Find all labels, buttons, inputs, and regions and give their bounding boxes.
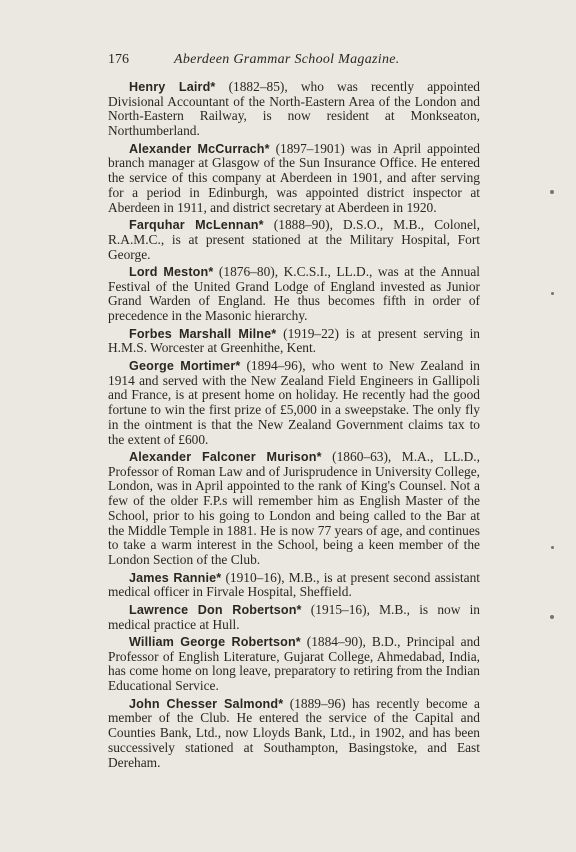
entry-name: Lord Meston* [129, 265, 214, 280]
entry-william-george-robertson [108, 635, 480, 694]
entry-name: William George Robertson* [129, 635, 301, 650]
entry-name: Henry Laird* [129, 80, 216, 94]
margin-speck [550, 615, 554, 619]
entry-alexander-falconer-murison [108, 450, 480, 568]
entry-farquhar-mclennan [108, 218, 480, 262]
entry-text: (1889–96) has recently become a member of the Club. He entered the service of the Capital and Counties Bank, Ltd., now Lloyds Bank, Ltd., in 1902, and has been successively stationed at Southampton, Basingstoke, and East Dereham. [108, 695, 481, 770]
margin-speck [551, 546, 554, 549]
entry-text: (1888–90), D.S.O., M.B., Colonel, R.A.M.C., is at present stationed at the Military Hospital, Fort George. [108, 217, 480, 262]
entry-henry-laird [108, 80, 480, 139]
alumni-notes [108, 80, 480, 773]
entry-name: James Rannie* [129, 570, 222, 585]
entry-name: George Mortimer* [129, 358, 241, 373]
entry-text: (1876–80), K.C.S.I., LL.D., was at the Annual Festival of the United Grand Lodge of England invested as Junior Grand Warden of England. He thus becomes fifth in order of precedence in the Masonic hierarchy. [108, 264, 480, 324]
entry-lawrence-don-robertson [108, 603, 480, 632]
entry-text: (1860–63), M.A., LL.D., Professor of Roman Law and of Jurisprudence in University College, London, was in April appointed to the rank of King's Counsel. Not a few of the older F.P.s will remember him as English Master of the School, prior to his going to London and being called to the Bar at the Middle Temple in 1881. He is now 77 years of age, and continues to take a warm interest in the School, being a keen member of the London Section of the Club. [108, 449, 480, 568]
journal-title: Aberdeen Grammar School Magazine. [174, 52, 400, 67]
entry-text: (1897–1901) was in April appointed branch manager at Glasgow of the Sun Insurance Office. He entered the service of this company at Aberdeen in 1901, and after serving for a period in Edinburgh, was appointed district inspector at Aberdeen in 1911, and district secretary at Aberdeen in 1920. [108, 140, 480, 215]
entry-john-chesser-salmond [108, 697, 480, 771]
entry-text: (1894–96), who went to New Zealand in 1914 and served with the New Zealand Field Engineers in Gallipoli and France, is at present home on holiday. He recently had the good fortune to win the first prize of £5,000 in a sweepstake. The only fly in the ointment is that the New Zealand Government claims tax to the extent of £600. [108, 357, 480, 447]
entry-forbes-marshall-milne [108, 327, 480, 356]
entry-text: (1919–22) is at present serving in H.M.S. Worcester at Greenhithe, Kent. [108, 325, 480, 356]
entry-text: (1882–85), who was recently appointed Divisional Accountant of the North-Eastern Area of the London and North-Eastern Railway, is now resident at Monkseaton, Northumberland. [108, 79, 481, 139]
margin-speck [551, 292, 554, 295]
entry-lord-meston [108, 265, 480, 324]
entry-text: (1884–90), B.D., Principal and Professor of English Literature, Gujarat College, Ahmedabad, India, has come home on long leave, preparatory to retiring from the Indian Educational Service. [108, 634, 480, 694]
entry-george-mortimer [108, 359, 480, 447]
entry-name: Alexander Falconer Murison* [129, 450, 322, 465]
entry-james-rannie [108, 571, 480, 600]
entry-text: (1915–16), M.B., is now in medical practice at Hull. [108, 601, 480, 632]
margin-speck [550, 190, 554, 194]
entry-name: Alexander McCurrach* [129, 141, 270, 156]
entry-name: Forbes Marshall Milne* [129, 326, 277, 341]
entry-alexander-mccurrach [108, 142, 480, 216]
page-number: 176 [108, 52, 129, 67]
entry-text: (1910–16), M.B., is at present second assistant medical officer in Firvale Hospital, Sheffield. [108, 569, 480, 600]
entry-name: Farquhar McLennan* [129, 218, 264, 233]
running-head [108, 52, 480, 72]
entry-name: John Chesser Salmond* [129, 696, 284, 711]
entry-name: Lawrence Don Robertson* [129, 602, 302, 617]
